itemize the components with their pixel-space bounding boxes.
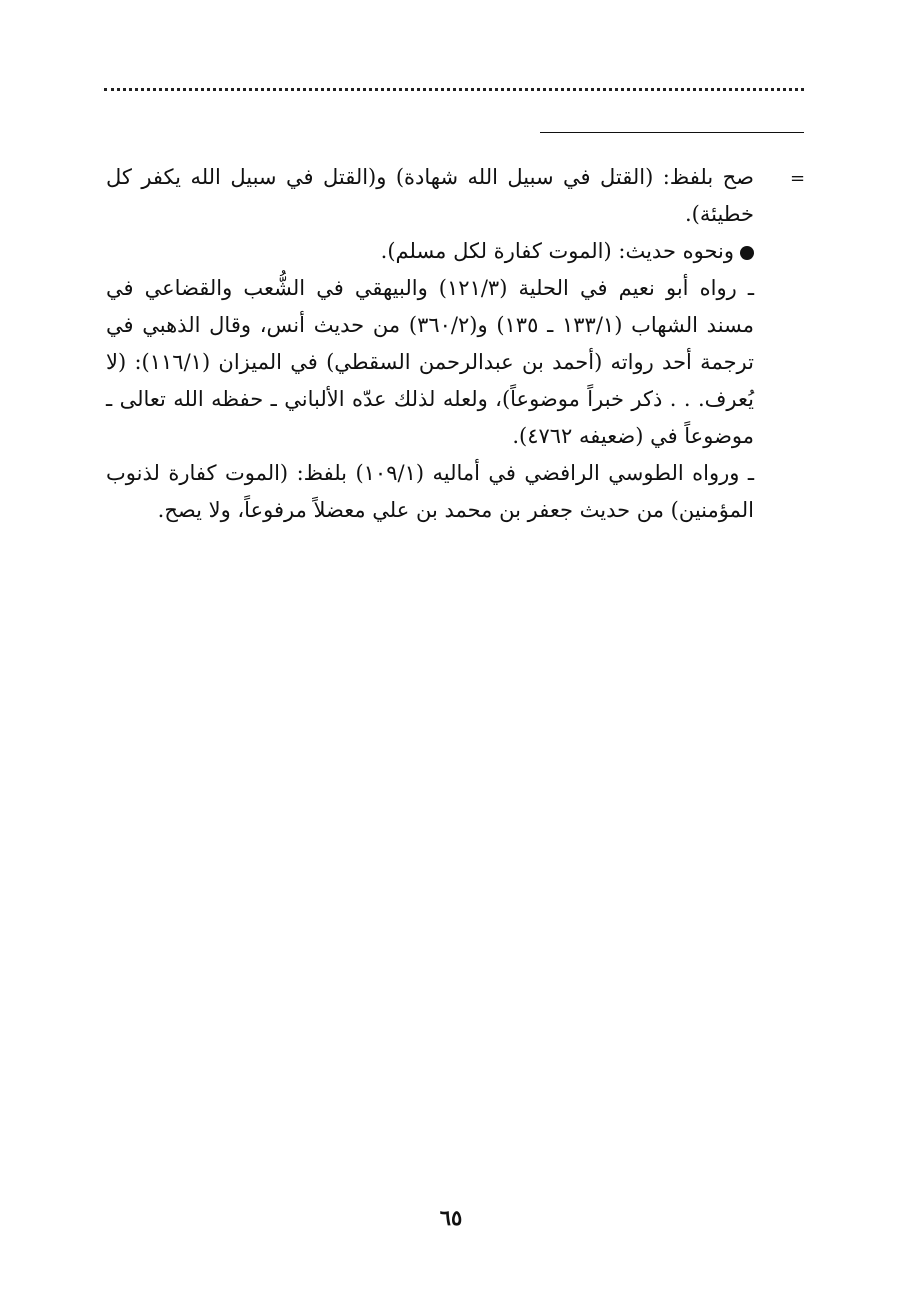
footnote-paragraph-3: ـ رواه أبو نعيم في الحلية (١٢١/٣) والبيهقي في الشُّعب والقضاعي في مسند الشهاب (١٣٣/١ ـ ١٣٥) و(٣٦٠/٢) من حديث أنس، وقال الذهبي في ترجمة أحد رواته (أحمد بن عبدالرحمن السقطي) في الميزان (١١٦/١): (لا يُعرف. . . ذكر خبراً موضوعاً)، ولعله لذلك عدّه الألباني ـ حفظه الله تعالى ـ موضوعاً في (ضعيفه ٤٧٦٢). <box>106 276 755 448</box>
footnote-paragraph-2 <box>106 233 754 270</box>
footnote-paragraph-2-text: ونحوه حديث: (الموت كفارة لكل مسلم). <box>380 239 734 263</box>
footnote-paragraph-1: صح بلفظ: (القتل في سبيل الله شهادة) و(القتل في سبيل الله يكفر كل خطيئة). <box>106 165 754 226</box>
top-dotted-divider <box>104 88 804 91</box>
footnote-separator-line <box>540 132 804 133</box>
footnote-paragraph-4: ـ ورواه الطوسي الرافضي في أماليه (١٠٩/١) بلفظ: (الموت كفارة لذنوب المؤمنين) من حديث جعفر بن محمد بن علي معضلاً مرفوعاً، ولا يصح. <box>106 461 754 522</box>
footnote-text-block <box>106 159 754 529</box>
footnote-continuation-marker: = <box>790 168 806 189</box>
page-number: ٦٥ <box>439 1205 463 1230</box>
bullet-icon <box>740 246 754 260</box>
